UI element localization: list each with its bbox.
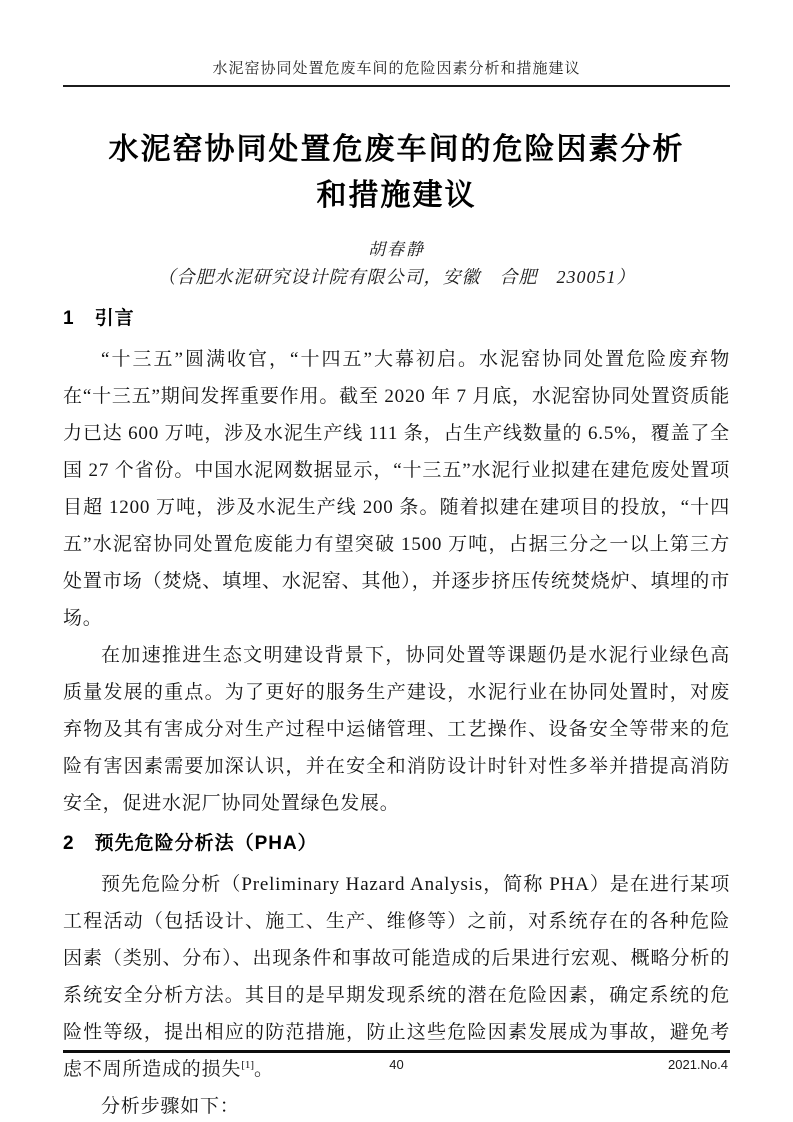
section-heading-introduction: 1 引言 [63, 308, 135, 330]
article-title-line2: 和措施建议 [316, 179, 477, 212]
citation-ref-1: [1] [241, 1059, 255, 1072]
intro-paragraph-1: “十三五”圆满收官，“十四五”大幕初启。水泥窑协同处置危险废弃物在“十三五”期间发挥重要作用。截至 2020 年 7 月底，水泥窑协同处置资质能力已达 600 万吨，涉及水泥生产线 111 条，占生产线数量的 6.5%，覆盖了全国 27 个省份。中国水泥网数据显示，“十三五”水泥行业拟建在建危废处置项目超 1200 万吨，涉及水泥生产线 200 条。随着拟建在建项目的投放，“十四五”水泥窑协同处置危废能力有望突破 1500 万吨，占据三分之一以上第三方处置市场（焚烧、填埋、水泥窑、其他），并逐步挤压传统焚烧炉、填埋的市场。 [63, 349, 730, 630]
article-title [63, 127, 730, 219]
pha-paragraph-1-tail: 。 [254, 1059, 274, 1081]
pha-paragraph-1-text: 预先危险分析（Preliminary Hazard Analysis，简称 PHA）是在进行某项工程活动（包括设计、施工、生产、维修等）之前，对系统存在的各种危险因素（类别、分布）、出现条件和事故可能造成的后果进行宏观、概略分析的系统安全分析方法。其目的是早期发现系统的潜在危险因素，确定系统的危险性等级，提出相应的防范措施，防止这些危险因素发展成为事故，避免考虑不周所造成的损失 [63, 874, 730, 1081]
running-header [63, 0, 730, 87]
pha-steps-lead-in: 分析步骤如下： [101, 1096, 240, 1118]
page-number: 40 [389, 1057, 404, 1072]
section-heading-pha: 2 预先危险分析法（PHA） [63, 833, 318, 855]
issue-label: 2021.No.4 [668, 1057, 728, 1072]
author-name: 胡春静 [368, 240, 425, 260]
running-header-title: 水泥窑协同处置危废车间的危险因素分析和措施建议 [212, 61, 581, 77]
author-affiliation: （合肥水泥研究设计院有限公司，安徽 合肥 230051） [157, 267, 636, 288]
page-footer [63, 1050, 730, 1077]
intro-paragraph-2: 在加速推进生态文明建设背景下，协同处置等课题仍是水泥行业绿色高质量发展的重点。为了更好的服务生产建设，水泥行业在协同处置时，对废弃物及其有害成分对生产过程中运储管理、工艺操作、设备安全等带来的危险有害因素需要加深认识，并在安全和消防设计时针对性多举并措提高消防安全，促进水泥厂协同处置绿色发展。 [63, 645, 730, 815]
article-title-line1: 水泥窑协同处置危废车间的危险因素分析 [108, 133, 685, 166]
